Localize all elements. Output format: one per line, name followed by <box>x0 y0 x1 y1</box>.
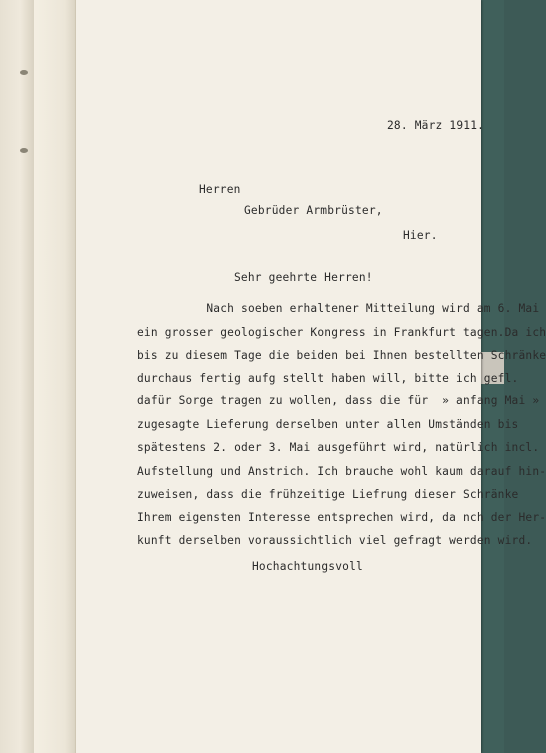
body-line: kunft derselben voraussichtlich viel gefragt werden wird. <box>137 534 533 547</box>
closing: Hochachtungsvoll <box>252 560 363 573</box>
folded-paper-strip <box>34 0 79 753</box>
salutation: Sehr geehrte Herren! <box>234 271 373 284</box>
body-line: Ihrem eigensten Interesse entsprechen wird, da nch der Her- <box>137 511 546 524</box>
letter-date: 28. März 1911. <box>387 119 485 132</box>
punch-hole <box>20 70 28 75</box>
body-line: spätestens 2. oder 3. Mai ausgeführt wird, natürlich incl. <box>137 441 540 454</box>
body-line: Nach soeben erhaltener Mitteilung wird am 6. Mai <box>137 302 540 315</box>
body-line: bis zu diesem Tage die beiden bei Ihnen bestellten Schränke <box>137 349 546 362</box>
backing-sheet <box>0 0 35 753</box>
punch-hole <box>20 148 28 153</box>
letter-page <box>76 0 546 753</box>
body-line: zugesagte Lieferung derselben unter allen Umständen bis <box>137 418 519 431</box>
body-line: Aufstellung und Anstrich. Ich brauche wohl kaum darauf hin- <box>137 465 546 478</box>
recipient-line: Gebrüder Armbrüster, <box>244 204 383 217</box>
recipient-line: Hier. <box>403 229 438 242</box>
body-line: durchaus fertig aufg stellt haben will, bitte ich gefl. <box>137 372 519 385</box>
body-line: dafür Sorge tragen zu wollen, dass die für » anfang Mai » <box>137 394 540 407</box>
body-line: ein grosser geologischer Kongress in Frankfurt tagen.Da ich <box>137 326 546 339</box>
recipient-line: Herren <box>199 183 241 196</box>
body-line: zuweisen, dass die frühzeitige Liefrung dieser Schränke <box>137 488 519 501</box>
